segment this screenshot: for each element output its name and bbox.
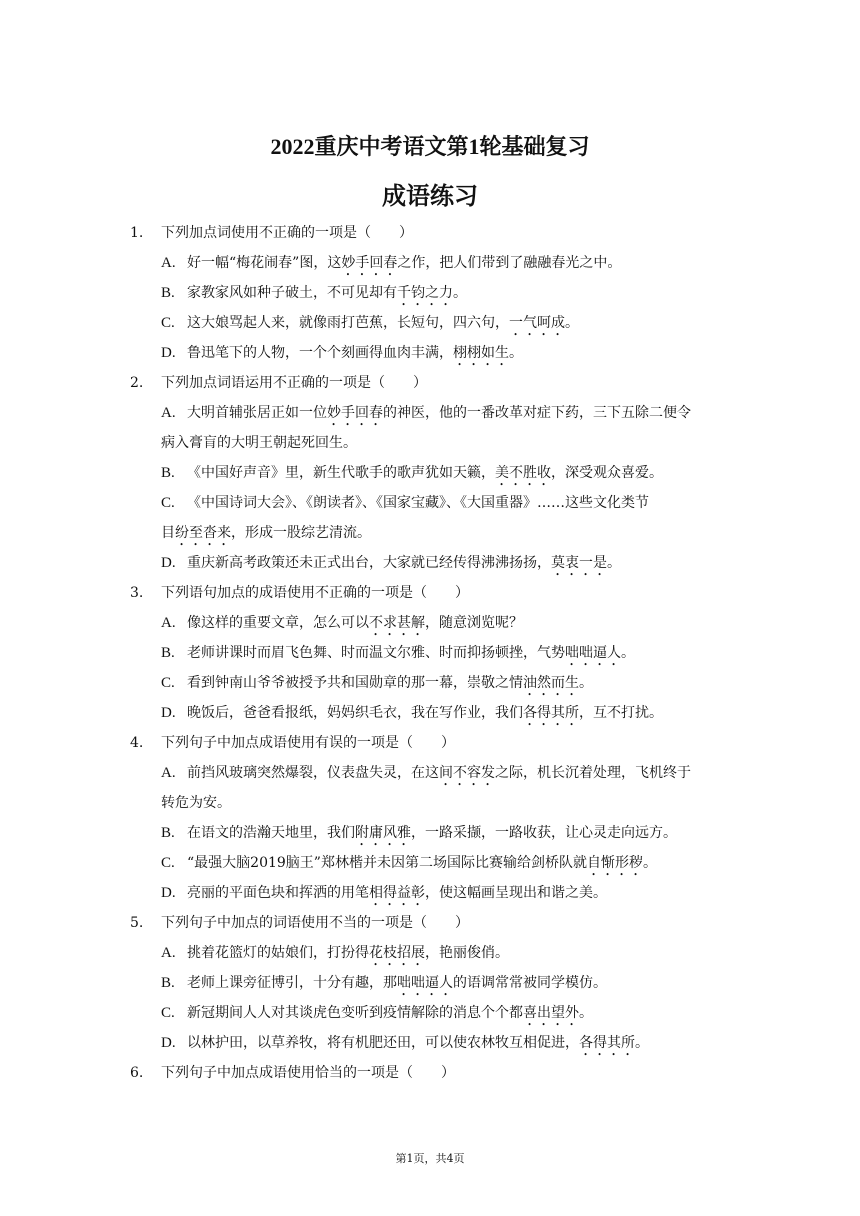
option-label: A. [161,405,176,421]
option-line [130,938,730,968]
option-label: A. [161,945,176,961]
option-text: 这大娘骂起人来，就像雨打芭蕉，长短句，四六句， [187,315,509,331]
option-continuation-line [130,788,730,818]
emphasized-idiom: 莫衷一是 [551,555,607,571]
question-stem-line [130,368,730,398]
question-stem-line [130,728,730,758]
emphasized-idiom: 栩栩如生 [453,345,509,361]
option-label: C. [161,675,175,691]
option-text: 好一幅“梅花闹春”图，这 [187,255,342,271]
question-stem-line [130,578,730,608]
option-text: 前挡风玻璃突然爆裂，仪表盘失灵，在这 [187,765,439,781]
page-footer: 第1页，共4页 [395,1152,465,1165]
emphasized-idiom: 妙手回春 [327,405,383,421]
option-text: 。 [635,1035,649,1051]
option-line [130,278,730,308]
emphasized-idiom: 妙手回春 [341,255,398,271]
question-stem-line [130,908,730,938]
option-label: C. [161,495,175,511]
option-line [130,1028,730,1058]
option-label: D. [161,345,176,361]
option-label: B. [161,645,175,661]
question-stem: 下列句子中加点成语使用有误的一项是（ ） [161,735,455,751]
option-text: 。 [565,315,579,331]
emphasized-idiom: 间不容发 [439,765,495,781]
option-label: A. [161,615,176,631]
option-text: 老师上课旁征博引，十分有趣，那 [187,975,397,991]
option-text: 转危为安。 [161,795,231,811]
option-text: ，使这幅画呈现出和谐之美。 [425,885,607,901]
option-line [130,968,730,998]
option-label: D. [161,885,176,901]
option-text: 鲁迅笔下的人物，一个个刻画得血肉丰满， [187,345,453,361]
question-stem-line [130,218,730,248]
option-text: 晚饭后，爸爸看报纸，妈妈织毛衣，我在写作业，我们 [187,705,523,721]
option-label: C. [161,855,175,871]
option-text: 之作，把人们带到了融融春光之中。 [397,255,622,271]
option-text: 之际，机长沉着处理，飞机终于 [495,765,691,781]
option-line [130,248,730,278]
option-text: 。 [642,855,657,871]
emphasized-idiom: 各得其所 [579,1035,635,1051]
option-text: 《中国好声音》里，新生代歌手的歌声犹如天籁， [187,465,495,481]
option-label: B. [161,465,175,481]
question-number: 4. [130,735,144,751]
emphasized-idiom: 不求甚解 [369,615,425,631]
option-line [130,488,730,518]
option-text: 像这样的重要文章，怎么可以 [187,615,369,631]
question-list [130,218,730,1088]
option-label: A. [161,255,176,271]
option-line [130,308,730,338]
question-stem: 下列加点词使用不正确的一项是（ ） [161,225,413,241]
option-text: 以林护田，以草养牧，将有机肥还田，可以使农林牧互相促进， [187,1035,579,1051]
emphasized-idiom: 相得益彰 [369,885,425,901]
emphasized-idiom: 花枝招展 [369,945,425,961]
question-stem-line [130,1058,730,1088]
question-stem: 下列语句加点的成语使用不正确的一项是（ ） [161,585,469,601]
option-line [130,608,730,638]
option-line [130,548,730,578]
emphasized-idiom: 各得其所 [523,705,579,721]
option-text: ，形成一股综艺清流。 [231,525,371,541]
option-text: 的神医，他的一番改革对症下药，三下五除二便令 [383,405,691,421]
option-line [130,998,730,1028]
emphasized-idiom: 美不胜收 [495,465,551,481]
option-line [130,458,730,488]
option-text: 目 [161,525,175,541]
question-number: 1. [130,225,144,241]
option-continuation-line [130,518,730,548]
question-number: 6. [130,1065,144,1081]
option-text: 。 [453,285,467,301]
emphasized-idiom: 附庸风雅 [355,825,411,841]
option-label: C. [161,1005,175,1021]
question-number: 2. [130,375,144,391]
option-continuation-line [130,428,730,458]
question-stem: 下列句子中加点成语使用恰当的一项是（ ） [161,1065,455,1081]
option-text: ，一路采撷，一路收获，让心灵走向远方。 [411,825,677,841]
option-text: 看到钟南山爷爷被授予共和国勋章的那一幕，崇敬之情 [187,675,523,691]
option-text: 在语文的浩瀚天地里，我们 [187,825,355,841]
option-label: A. [161,765,176,781]
option-line [130,638,730,668]
emphasized-idiom: 喜出望外 [523,1005,579,1021]
option-text: 。 [579,675,593,691]
option-label: D. [161,705,176,721]
question-stem: 下列加点词语运用不正确的一项是（ ） [161,375,427,391]
option-line [130,398,730,428]
document-title: 2022重庆中考语文第1轮基础复习 [270,134,590,159]
option-text: 老师讲课时而眉飞色舞、时而温文尔雅、时而抑扬顿挫，气势 [187,645,565,661]
option-text: 。 [509,345,523,361]
option-line [130,848,730,878]
question-number: 3. [130,585,144,601]
option-label: B. [161,975,175,991]
option-line [130,878,730,908]
option-text: “最强大脑2019脑王”郑林楷并未因第二场国际比赛输给剑桥队就 [187,855,587,871]
option-label: D. [161,1035,176,1051]
option-text: 重庆新高考政策还未正式出台，大家就已经传得沸沸扬扬， [187,555,551,571]
option-text: 《中国诗词大会》、《朗读者》、《国家宝藏》、《大国重器》……这些文化类节 [187,495,649,511]
option-text: ，随意浏览呢？ [425,615,523,631]
option-label: B. [161,285,175,301]
emphasized-idiom: 纷至沓来 [175,525,231,541]
option-line [130,758,730,788]
option-label: D. [161,555,176,571]
option-line [130,698,730,728]
option-text: ，深受观众喜爱。 [551,465,663,481]
option-text: 。 [607,555,621,571]
option-text: ，艳丽俊俏。 [425,945,509,961]
option-text: 的语调常常被同学模仿。 [453,975,607,991]
emphasized-idiom: 咄咄逼人 [565,645,621,661]
option-label: C. [161,315,175,331]
question-stem: 下列句子中加点的词语使用不当的一项是（ ） [161,915,469,931]
option-text: 挑着花篮灯的姑娘们，打扮得 [187,945,369,961]
option-text: 病入膏肓的大明王朝起死回生。 [161,435,357,451]
option-text: 。 [579,1005,593,1021]
option-label: B. [161,825,175,841]
option-line [130,818,730,848]
option-text: ，互不打扰。 [579,705,663,721]
document-subtitle: 成语练习 [382,184,478,210]
emphasized-idiom: 一气呵成 [509,315,565,331]
option-line [130,668,730,698]
emphasized-idiom: 咄咄逼人 [397,975,453,991]
question-number: 5. [130,915,144,931]
option-line [130,338,730,368]
option-text: 大明首辅张居正如一位 [187,405,327,421]
option-text: 亮丽的平面色块和挥洒的用笔 [187,885,369,901]
option-text: 家教家风如种子破土，不可见却有 [187,285,397,301]
emphasized-idiom: 油然而生 [523,675,579,691]
emphasized-idiom: 自惭形秽 [586,855,643,871]
option-text: 新冠期间人人对其谈虎色变听到疫情解除的消息个个都 [187,1005,523,1021]
emphasized-idiom: 千钧之力 [397,285,453,301]
option-text: 。 [621,645,635,661]
